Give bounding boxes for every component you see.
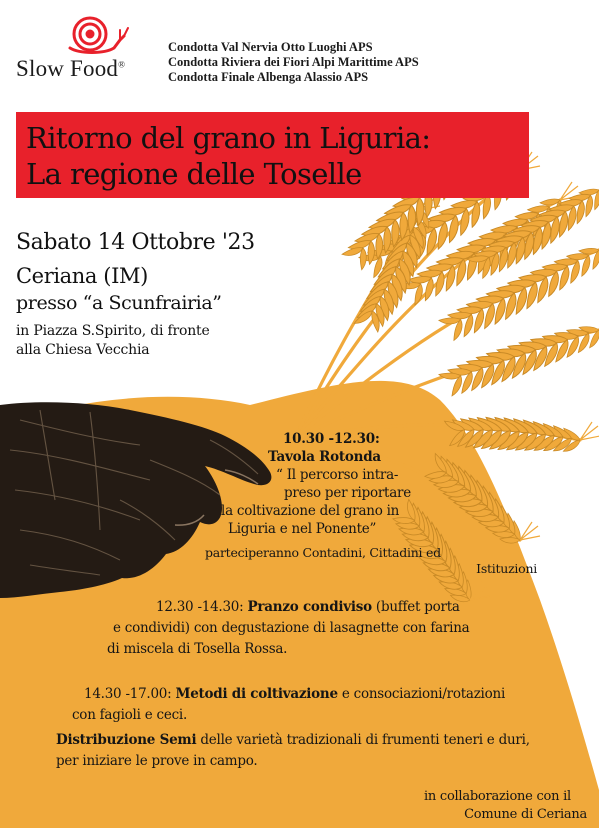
lunch-line-2: e condividi) con degustazione di lasagnette con farina [113, 620, 470, 636]
seeds-line-1: Distribuzione Semi delle varietà tradizionali di frumenti teneri e duri, [56, 732, 530, 748]
lunch-line-3: di miscela di Tosella Rossa. [107, 641, 288, 657]
lunch-line-1: 12.30 -14.30: Pranzo condiviso (buffet porta [156, 599, 460, 615]
collaboration-line-2: Comune di Ceriana [464, 807, 587, 822]
round-table-title: Tavola Rotonda [268, 449, 381, 465]
wheat-awn [520, 522, 540, 540]
methods-line-1: 14.30 -17.00: Metodi di coltivazione e consociazioni/rotazioni [84, 686, 506, 702]
event-city: Ceriana (IM) [16, 264, 148, 288]
event-title-line-1: Ritorno del grano in Liguria: [26, 121, 431, 155]
event-title-line-2: La regione delle Toselle [26, 157, 362, 191]
wheat-awn [580, 422, 599, 440]
round-table-quote-line: preso per riportare [284, 485, 411, 501]
event-venue: presso “a Scunfrairia” [16, 292, 222, 314]
condotta-line: Condotta Riviera dei Fiori Alpi Marittime APS [168, 55, 419, 69]
collaboration-line-1: in collaborazione con il [424, 789, 571, 804]
condotte-list [168, 40, 419, 85]
round-table-participants: Istituzioni [476, 561, 537, 576]
brand-name: Slow Food® [16, 56, 126, 81]
event-title-banner [16, 112, 529, 198]
round-table-quote-line: Liguria e nel Ponente” [228, 521, 377, 537]
seeds-line-2: per iniziare le prove in campo. [56, 753, 258, 769]
event-address: in Piazza S.Spirito, di fronte alla Chiesa Vecchia [16, 323, 210, 358]
condotta-line: Condotta Finale Albenga Alassio APS [168, 70, 369, 84]
event-date: Sabato 14 Ottobre '23 [16, 230, 255, 255]
round-table-time: 10.30 -12.30: [283, 431, 380, 447]
round-table-quote-line: la coltivazione del grano in [221, 503, 400, 519]
methods-line-2: con fagioli e ceci. [72, 707, 187, 723]
round-table-participants: parteciperanno Contadini, Cittadini ed [205, 545, 441, 560]
round-table-quote-line: “ Il percorso intra- [276, 467, 399, 483]
condotta-line: Condotta Val Nervia Otto Luoghi APS [168, 40, 373, 54]
